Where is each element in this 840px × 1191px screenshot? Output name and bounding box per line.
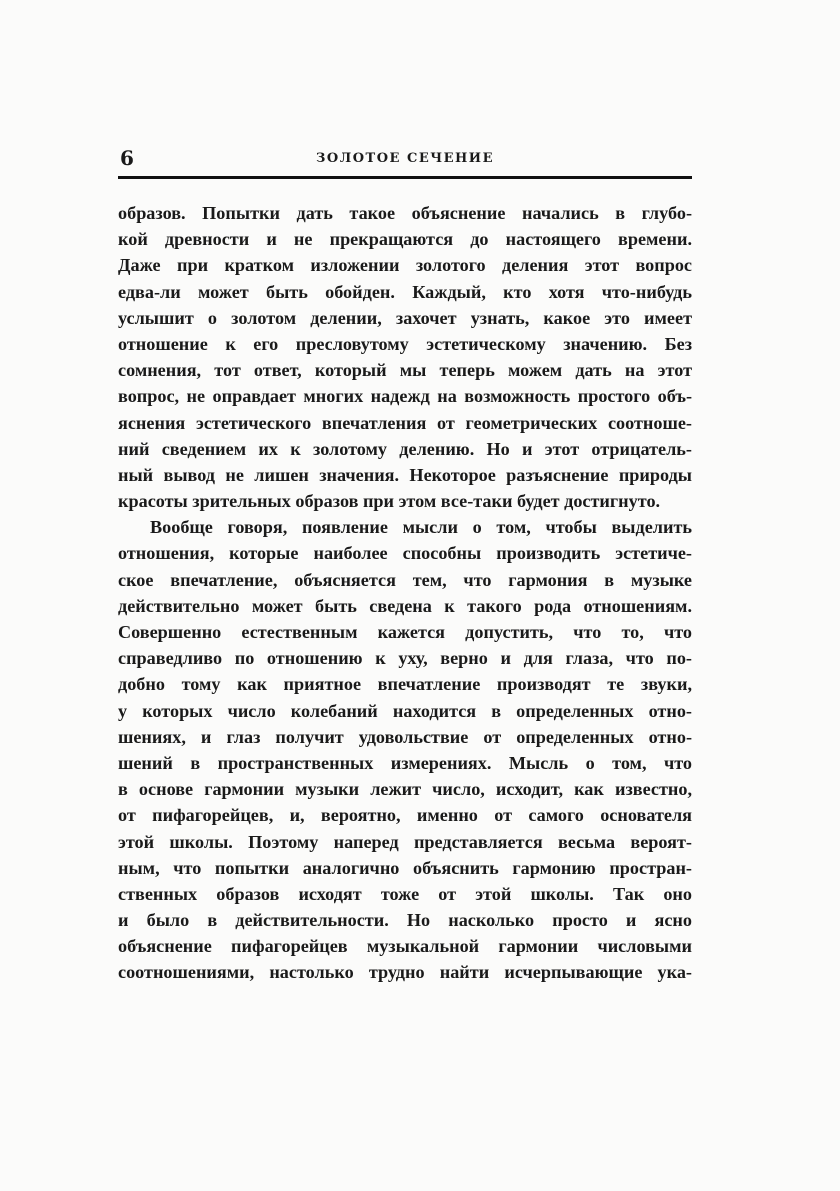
text-line: от пифагорейцев, и, вероятно, именно от самого основателя xyxy=(118,805,692,826)
running-title: ЗОЛОТОЕ СЕЧЕНИЕ xyxy=(316,151,494,166)
paragraph-1 xyxy=(118,200,692,514)
text-line: ское впечатление, объясняется тем, что гармония в музыке xyxy=(118,569,692,590)
text-line: отношения, которые наиболее способны производить эстетиче- xyxy=(118,543,692,564)
text-line: ный вывод не лишен значения. Некоторое разъяснение природы xyxy=(118,464,692,485)
text-line: шениях, и глаз получит удовольствие от определенных отно- xyxy=(118,726,692,747)
text-line: отношение к его пресловутому эстетическому значению. Без xyxy=(118,333,692,354)
text-line: Даже при кратком изложении золотого деления этот вопрос xyxy=(118,255,692,276)
text-line: красоты зрительных образов при этом все-таки будет достигнуто. xyxy=(118,491,661,512)
header-rule xyxy=(118,176,692,179)
text-line: этой школы. Поэтому наперед представляется весьма вероят- xyxy=(118,831,692,852)
text-line: ний сведением их к золотому делению. Но и этот отрицатель- xyxy=(118,438,692,459)
text-line: ным, что попытки аналогично объяснить гармонию простран- xyxy=(118,857,692,878)
text-line: в основе гармонии музыки лежит число, исходит, как известно, xyxy=(118,779,692,800)
text-line: услышит о золотом делении, захочет узнать, какое это имеет xyxy=(118,307,692,328)
text-line: кой древности и не прекращаются до настоящего времени. xyxy=(118,229,692,250)
body-text xyxy=(118,200,692,986)
text-line: действительно может быть сведена к такого рода отношениям. xyxy=(118,595,692,616)
paragraph-2 xyxy=(118,514,692,985)
text-line: Совершенно естественным кажется допустить, что то, что xyxy=(118,622,692,642)
text-line: образов. Попытки дать такое объяснение начались в глубо- xyxy=(118,203,692,223)
text-line: добно тому как приятное впечатление производят те звуки, xyxy=(118,674,692,695)
text-line: вопрос, не оправдает многих надежд на возможность простого объ- xyxy=(118,386,692,407)
text-line: ственных образов исходят тоже от этой школы. Так оно xyxy=(118,883,692,904)
text-line: Вообще говоря, появление мысли о том, чтобы выделить xyxy=(150,517,692,538)
page-header xyxy=(118,146,692,172)
text-line: у которых число колебаний находится в определенных отно- xyxy=(118,700,692,721)
text-line: справедливо по отношению к уху, верно и для глаза, что по- xyxy=(118,648,692,669)
text-line: соотношениями, настолько трудно найти исчерпывающие ука- xyxy=(118,962,692,983)
text-line: сомнения, тот ответ, который мы теперь можем дать на этот xyxy=(118,360,692,381)
text-line: и было в действительности. Но насколько просто и ясно xyxy=(118,910,692,931)
text-line: объяснение пифагорейцев музыкальной гармонии числовыми xyxy=(118,936,692,957)
text-line: шений в пространственных измерениях. Мысль о том, что xyxy=(118,752,692,773)
text-line: едва-ли может быть обойден. Каждый, кто хотя что-нибудь xyxy=(118,281,692,302)
page-number: 6 xyxy=(120,146,134,170)
text-line: яснения эстетического впечатления от геометрических соотноше- xyxy=(118,412,692,433)
